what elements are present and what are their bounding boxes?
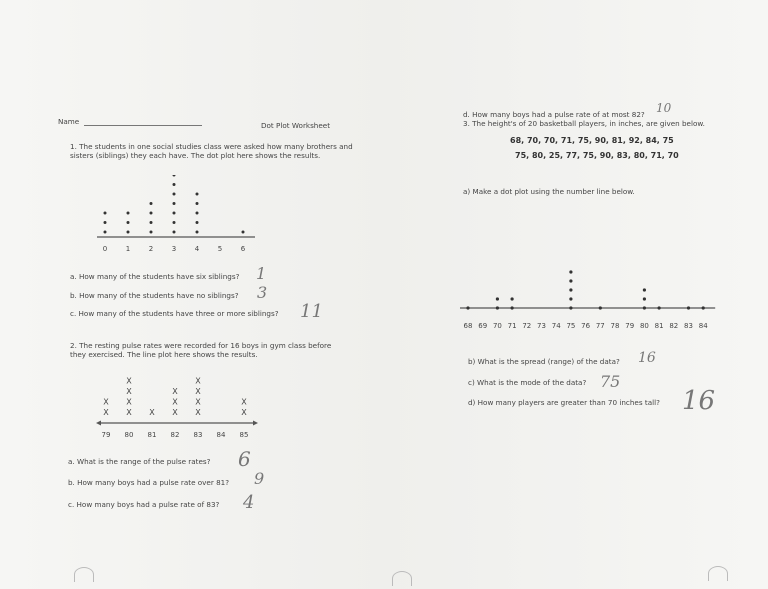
tick-label: 76 — [581, 322, 591, 330]
dot — [496, 297, 499, 300]
q2-c-answer: 4 — [243, 492, 255, 513]
binder-hole-middle — [392, 571, 412, 586]
tick-label: 73 — [537, 322, 546, 330]
tick-label: 72 — [522, 322, 532, 330]
dot — [173, 212, 176, 215]
q1-c-answer: 11 — [300, 301, 323, 322]
tick-label: 85 — [239, 431, 249, 439]
dot — [173, 202, 176, 205]
q2-a-question: a. What is the range of the pulse rates? — [68, 457, 211, 466]
dot — [569, 297, 572, 300]
q3-b-question: b) What is the spread (range) of the data? — [468, 357, 620, 366]
tick-label: 80 — [639, 322, 649, 330]
tick-label: 68 — [463, 322, 473, 330]
dot — [104, 231, 107, 234]
q2-c-question: c. How many boys had a pulse rate of 83? — [68, 500, 220, 509]
q1-a-question: a. How many of the students have six siblings? — [70, 272, 240, 281]
tick-label: 5 — [217, 245, 223, 253]
dot — [643, 306, 646, 309]
dot — [511, 306, 514, 309]
name-label: Name — [58, 117, 80, 126]
tick-label: 82 — [669, 322, 679, 330]
dot — [702, 306, 705, 309]
x-mark: X — [103, 408, 109, 417]
tick-label: 79 — [101, 431, 111, 439]
tick-label: 83 — [193, 431, 203, 439]
q2-a-answer: 6 — [238, 447, 251, 471]
dot — [150, 212, 153, 215]
name-line — [84, 125, 202, 126]
x-mark: X — [172, 397, 178, 407]
dot — [173, 175, 176, 177]
q3-dot-plot — [455, 245, 720, 335]
dot — [173, 193, 176, 196]
dot — [150, 221, 153, 224]
x-mark: X — [126, 397, 132, 407]
axis-arrow-right — [253, 421, 258, 426]
q1-prompt: 1. The students in one social studies class were asked how many brothers and sisters (siblings) they each have. The dot plot here shows the results. — [70, 142, 353, 160]
q3-data-line-2: 75, 80, 25, 77, 75, 90, 83, 80, 71, 70 — [515, 151, 679, 160]
tick-label: 81 — [654, 322, 664, 330]
q3-c-answer: 75 — [600, 372, 621, 391]
tick-label: 71 — [507, 322, 517, 330]
dot — [569, 306, 572, 309]
binder-hole-right — [708, 566, 728, 581]
dot — [569, 279, 572, 282]
tick-label: 74 — [551, 322, 561, 330]
dot — [511, 297, 514, 300]
tick-label: 70 — [492, 322, 502, 330]
dot — [173, 221, 176, 224]
tick-label: 82 — [170, 431, 180, 439]
dot — [658, 306, 661, 309]
binder-hole-left — [74, 567, 94, 582]
dot — [196, 212, 199, 215]
dot — [196, 231, 199, 234]
q2-line-plot — [85, 370, 285, 440]
dot — [104, 212, 107, 215]
x-mark: X — [126, 408, 132, 417]
x-mark: X — [195, 376, 201, 386]
q3-a-question: a) Make a dot plot using the number line below. — [463, 187, 635, 196]
q3-d-question: d) How many players are greater than 70 inches tall? — [468, 398, 660, 407]
q3-data-line-1: 68, 70, 70, 71, 75, 90, 81, 92, 84, 75 — [510, 136, 674, 145]
x-mark: X — [103, 397, 109, 407]
tick-label: 2 — [148, 245, 154, 253]
worksheet-title: Dot Plot Worksheet — [261, 121, 331, 130]
x-mark: X — [241, 397, 247, 407]
dot — [196, 193, 199, 196]
dot — [173, 183, 176, 186]
dot — [150, 231, 153, 234]
tick-label: 1 — [125, 245, 131, 253]
tick-label: 0 — [102, 245, 108, 253]
q3-prompt: 3. The height's of 20 basketball players, in inches, are given below. — [463, 119, 705, 128]
dot — [127, 212, 130, 215]
dot — [196, 221, 199, 224]
dot — [569, 288, 572, 291]
dot — [196, 202, 199, 205]
dot — [643, 297, 646, 300]
tick-label: 3 — [171, 245, 177, 253]
dot — [173, 231, 176, 234]
tick-label: 4 — [194, 245, 200, 253]
tick-label: 83 — [684, 322, 693, 330]
q1-b-answer: 3 — [257, 283, 268, 302]
q2-d-answer: 10 — [656, 101, 672, 115]
q2-d-question: d. How many boys had a pulse rate of at most 82? — [463, 110, 645, 119]
x-mark: X — [241, 408, 247, 417]
tick-label: 6 — [240, 245, 246, 253]
dot — [599, 306, 602, 309]
tick-label: 84 — [216, 431, 226, 439]
x-mark: X — [195, 387, 201, 396]
tick-label: 84 — [698, 322, 708, 330]
tick-label: 77 — [595, 322, 605, 330]
q1-c-question: c. How many of the students have three or more siblings? — [70, 309, 279, 318]
tick-label: 80 — [124, 431, 134, 439]
x-mark: X — [149, 408, 155, 417]
dot — [242, 231, 245, 234]
x-mark: X — [195, 408, 201, 417]
tick-label: 75 — [566, 322, 576, 330]
tick-label: 79 — [625, 322, 635, 330]
q3-b-answer: 16 — [638, 350, 656, 366]
dot — [466, 306, 469, 309]
q1-b-question: b. How many of the students have no siblings? — [70, 291, 239, 300]
q3-d-answer: 16 — [682, 386, 716, 416]
q2-b-question: b. How many boys had a pulse rate over 81? — [68, 478, 230, 487]
dot — [643, 288, 646, 291]
dot — [569, 270, 572, 273]
dot — [104, 221, 107, 224]
q2-b-answer: 9 — [254, 469, 265, 488]
q2-prompt: 2. The resting pulse rates were recorded for 16 boys in gym class before they exercised. The line plot here shows the results. — [70, 341, 332, 359]
dot — [127, 221, 130, 224]
dot — [150, 202, 153, 205]
x-mark: X — [126, 387, 132, 396]
dot — [687, 306, 690, 309]
x-mark: X — [126, 376, 132, 386]
dot — [127, 231, 130, 234]
dot — [496, 306, 499, 309]
q1-a-answer: 1 — [256, 264, 267, 283]
tick-label: 69 — [478, 322, 488, 330]
x-mark: X — [195, 397, 201, 407]
x-mark: X — [172, 387, 178, 396]
q1-dot-plot — [85, 175, 265, 260]
axis-arrow-left — [96, 421, 101, 426]
x-mark: X — [172, 408, 178, 417]
tick-label: 81 — [147, 431, 157, 439]
tick-label: 78 — [610, 322, 620, 330]
q3-c-question: c) What is the mode of the data? — [468, 378, 587, 387]
